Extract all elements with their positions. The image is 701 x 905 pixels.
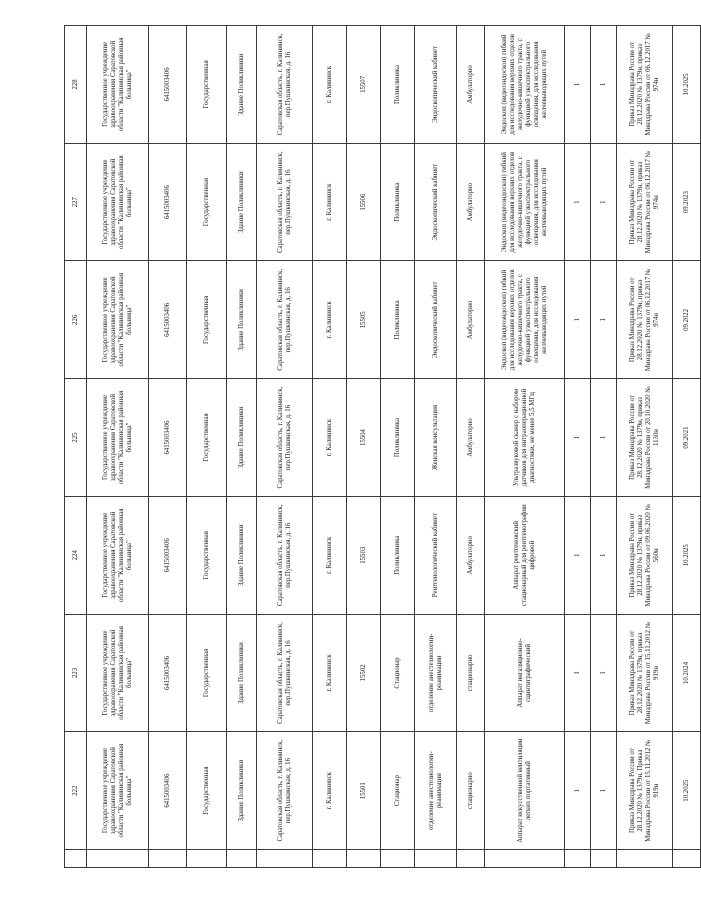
- cell-date: 09.2023: [673, 143, 701, 261]
- cell-department: Эндоскопический кабинет: [415, 261, 457, 379]
- cell-ownership: Государственная: [187, 496, 227, 614]
- cell-address: Саратовская область, г. Калининск, пер.Пушкинская, д. 16: [257, 732, 313, 850]
- cell-building: Здание Поликлиники: [227, 379, 257, 497]
- row-label-cell: [381, 850, 415, 868]
- cell-order: Приказ Минздрава России от 28.12.2020 № 1379н, Приказ Минздрава России от 15.11.2012 № 919н: [617, 732, 673, 850]
- ownership-row: [187, 26, 227, 868]
- cell-ownership: Государственная: [187, 379, 227, 497]
- cell-equipment: Ультразвуковой сканер с набором датчиков для интраоперационной диагностики, не менее 5,5 МГц: [485, 379, 565, 497]
- cell-number: 225: [65, 379, 87, 497]
- cell-department: Рентгенологический кабинет: [415, 496, 457, 614]
- cell-postal: 15505: [347, 261, 381, 379]
- row-label-cell: [347, 850, 381, 868]
- cell-care-form: Амбулаторно: [457, 261, 485, 379]
- cell-building: Здание Поликлиники: [227, 143, 257, 261]
- equipment-table: [64, 25, 701, 868]
- row-label-cell: [673, 850, 701, 868]
- city-row: [313, 26, 347, 868]
- cell-address: Саратовская область, г. Калининск, пер.Пушкинская, д. 16: [257, 143, 313, 261]
- row-label-cell: [617, 850, 673, 868]
- cell-count2: 1: [591, 143, 617, 261]
- cell-code: 6415003406: [149, 26, 187, 144]
- cell-ownership: Государственная: [187, 614, 227, 732]
- cell-date: 10.2025: [673, 26, 701, 144]
- cell-org: Государственное учреждение здравоохранения Саратовской области "Калининская районная больница": [87, 261, 149, 379]
- cell-care-type: Поликлиника: [381, 496, 415, 614]
- cell-date: 10.2025: [673, 496, 701, 614]
- cell-address: Саратовская область, г. Калининск, пер.Пушкинская, д. 16: [257, 614, 313, 732]
- row-label-cell: [457, 850, 485, 868]
- cell-count2: 1: [591, 614, 617, 732]
- cell-code: 6415003406: [149, 732, 187, 850]
- cell-city: г. Калининск: [313, 614, 347, 732]
- count-row: [565, 26, 591, 868]
- date-row: [673, 26, 701, 868]
- cell-order: Приказ Минздрава России от 28.12.2020 № 1379н, приказ Минздрава России от 06.12.2017 № 974н: [617, 261, 673, 379]
- cell-equipment: Аппарат рентгеновский стационарный для рентгенографии цифровой: [485, 496, 565, 614]
- row-label-cell: [591, 850, 617, 868]
- cell-org: Государственное учреждение здравоохранения Саратовской области "Калининская районная больница": [87, 26, 149, 144]
- row-label-cell: [415, 850, 457, 868]
- cell-care-type: Стационар: [381, 614, 415, 732]
- cell-code: 6415003406: [149, 379, 187, 497]
- cell-equipment: Эндоскоп (видеоэндоскоп) гибкий для исследования верхних отделов желудочно-кишечного тракта, с функцией узкоспектрального освещения, для исследования желчевыводящих путей: [485, 143, 565, 261]
- department-row: [415, 26, 457, 868]
- cell-order: Приказ Минздрава России от 28.12.2020 № 1379н, приказ Минздрава России от 20.10.2020 № 1130н: [617, 379, 673, 497]
- cell-number: 228: [65, 26, 87, 144]
- cell-org: Государственное учреждение здравоохранения Саратовской области "Калининская районная больница": [87, 143, 149, 261]
- cell-count2: 1: [591, 732, 617, 850]
- row-label-cell: [565, 850, 591, 868]
- row-label-cell: [257, 850, 313, 868]
- cell-department: Женская консультация: [415, 379, 457, 497]
- cell-care-type: Поликлиника: [381, 143, 415, 261]
- cell-building: Здание Поликлиники: [227, 614, 257, 732]
- cell-postal: 15507: [347, 26, 381, 144]
- cell-care-type: Стационар: [381, 732, 415, 850]
- cell-care-form: Амбулаторно: [457, 26, 485, 144]
- address-row: [257, 26, 313, 868]
- building-row: [227, 26, 257, 868]
- postal-row: [347, 26, 381, 868]
- cell-count: 1: [565, 732, 591, 850]
- cell-count: 1: [565, 496, 591, 614]
- cell-building: Здание Поликлиники: [227, 261, 257, 379]
- cell-order: Приказ Минздрава России от 28.12.2020 № 1379н, приказ Минздрава России от 15.11.2012 № 919н: [617, 614, 673, 732]
- cell-date: 09.2022: [673, 261, 701, 379]
- cell-equipment: Аппарат искусственной вентиляции легких портативный: [485, 732, 565, 850]
- number-row: [65, 26, 87, 868]
- row-label-cell: [87, 850, 149, 868]
- cell-code: 6415003406: [149, 614, 187, 732]
- cell-postal: 15506: [347, 143, 381, 261]
- cell-order: Приказ Минздрава России от 28.12.2020 № 1379н, приказ Минздрава России от 06.12.2017 № 974н: [617, 143, 673, 261]
- cell-care-type: Поликлиника: [381, 379, 415, 497]
- cell-care-form: стационарно: [457, 614, 485, 732]
- cell-count2: 1: [591, 496, 617, 614]
- cell-count: 1: [565, 261, 591, 379]
- cell-postal: 15504: [347, 379, 381, 497]
- care-form-row: [457, 26, 485, 868]
- cell-ownership: Государственная: [187, 732, 227, 850]
- cell-equipment: Аппарат ингаляционно-сцинтиграфический: [485, 614, 565, 732]
- cell-count2: 1: [591, 26, 617, 144]
- cell-postal: 15503: [347, 496, 381, 614]
- cell-postal: 15502: [347, 614, 381, 732]
- cell-building: Здание Поликлиники: [227, 732, 257, 850]
- cell-city: г. Калининск: [313, 732, 347, 850]
- equipment-row: [485, 26, 565, 868]
- cell-number: 224: [65, 496, 87, 614]
- cell-count: 1: [565, 143, 591, 261]
- row-label-cell: [227, 850, 257, 868]
- order-row: [617, 26, 673, 868]
- cell-equipment: Эндоскоп (видеоэндоскоп) гибкий для исследования верхних отделов желудочно-кишечного тракта, с функцией узкоспектрального освещения, для исследования желчевыводящих путей: [485, 261, 565, 379]
- cell-care-form: Амбулаторно: [457, 143, 485, 261]
- row-label-cell: [313, 850, 347, 868]
- organization-row: [87, 26, 149, 868]
- cell-care-type: Поликлиника: [381, 26, 415, 144]
- cell-building: Здание Поликлиники: [227, 26, 257, 144]
- cell-department: Эндоскопический кабинет: [415, 26, 457, 144]
- cell-address: Саратовская область, г. Калининск, пер.Пушкинская, д. 16: [257, 379, 313, 497]
- cell-city: г. Калининск: [313, 496, 347, 614]
- cell-building: Здание Поликлиники: [227, 496, 257, 614]
- cell-order: Приказ Минздрава России от 28.12.2020 № 1379н, приказ Минздрава России от 09.06.2020 № 560н: [617, 496, 673, 614]
- cell-number: 223: [65, 614, 87, 732]
- cell-ownership: Государственная: [187, 261, 227, 379]
- cell-org: Государственное учреждение здравоохранения Саратовской области "Калининская районная больница": [87, 614, 149, 732]
- cell-number: 226: [65, 261, 87, 379]
- cell-address: Саратовская область, г. Калининск, пер.Пушкинская, д. 16: [257, 496, 313, 614]
- row-label-cell: [485, 850, 565, 868]
- cell-care-form: Амбулаторно: [457, 496, 485, 614]
- cell-address: Саратовская область, г. Калининск, пер.Пушкинская, д. 16: [257, 26, 313, 144]
- row-label-cell: [65, 850, 87, 868]
- cell-care-form: стационарно: [457, 732, 485, 850]
- care-type-row: [381, 26, 415, 868]
- cell-department: отделение анестезиологии-реанимации: [415, 614, 457, 732]
- cell-postal: 15501: [347, 732, 381, 850]
- cell-org: Государственное учреждение здравоохранения Саратовской области "Калининская районная больница": [87, 732, 149, 850]
- cell-ownership: Государственная: [187, 143, 227, 261]
- cell-department: Эндоскопический кабинет: [415, 143, 457, 261]
- cell-count: 1: [565, 26, 591, 144]
- cell-code: 6415003406: [149, 261, 187, 379]
- cell-count2: 1: [591, 379, 617, 497]
- cell-order: Приказ Минздрава России от 28.12.2020 № 1379н, приказ Минздрава России от 06.12.2017 № 974н: [617, 26, 673, 144]
- cell-department: отделение анестезиологии-реанимации: [415, 732, 457, 850]
- cell-care-form: Амбулаторно: [457, 379, 485, 497]
- cell-address: Саратовская область, г. Калининск, пер.Пушкинская, д. 16: [257, 261, 313, 379]
- cell-org: Государственное учреждение здравоохранения Саратовской области "Калининская районная больница": [87, 496, 149, 614]
- cell-city: г. Калининск: [313, 143, 347, 261]
- cell-equipment: Эндоскоп (видеоэндоскоп) гибкий для исследования верхних отделов желудочно-кишечного тракта, с функцией узкоспектрального освещения, для исследования желчевыводящих путей: [485, 26, 565, 144]
- cell-number: 222: [65, 732, 87, 850]
- cell-city: г. Калининск: [313, 379, 347, 497]
- cell-count: 1: [565, 379, 591, 497]
- code-row: [149, 26, 187, 868]
- cell-number: 227: [65, 143, 87, 261]
- cell-care-type: Поликлиника: [381, 261, 415, 379]
- cell-ownership: Государственная: [187, 26, 227, 144]
- cell-city: г. Калининск: [313, 261, 347, 379]
- count-secondary-row: [591, 26, 617, 868]
- cell-date: 10.2025: [673, 732, 701, 850]
- cell-date: 09.2021: [673, 379, 701, 497]
- cell-org: Государственное учреждение здравоохранения Саратовской области "Калининская районная больница": [87, 379, 149, 497]
- row-label-cell: [187, 850, 227, 868]
- cell-code: 6415003406: [149, 143, 187, 261]
- cell-city: г. Калининск: [313, 26, 347, 144]
- cell-date: 10.2024: [673, 614, 701, 732]
- row-label-cell: [149, 850, 187, 868]
- cell-count: 1: [565, 614, 591, 732]
- cell-code: 6415003406: [149, 496, 187, 614]
- cell-count2: 1: [591, 261, 617, 379]
